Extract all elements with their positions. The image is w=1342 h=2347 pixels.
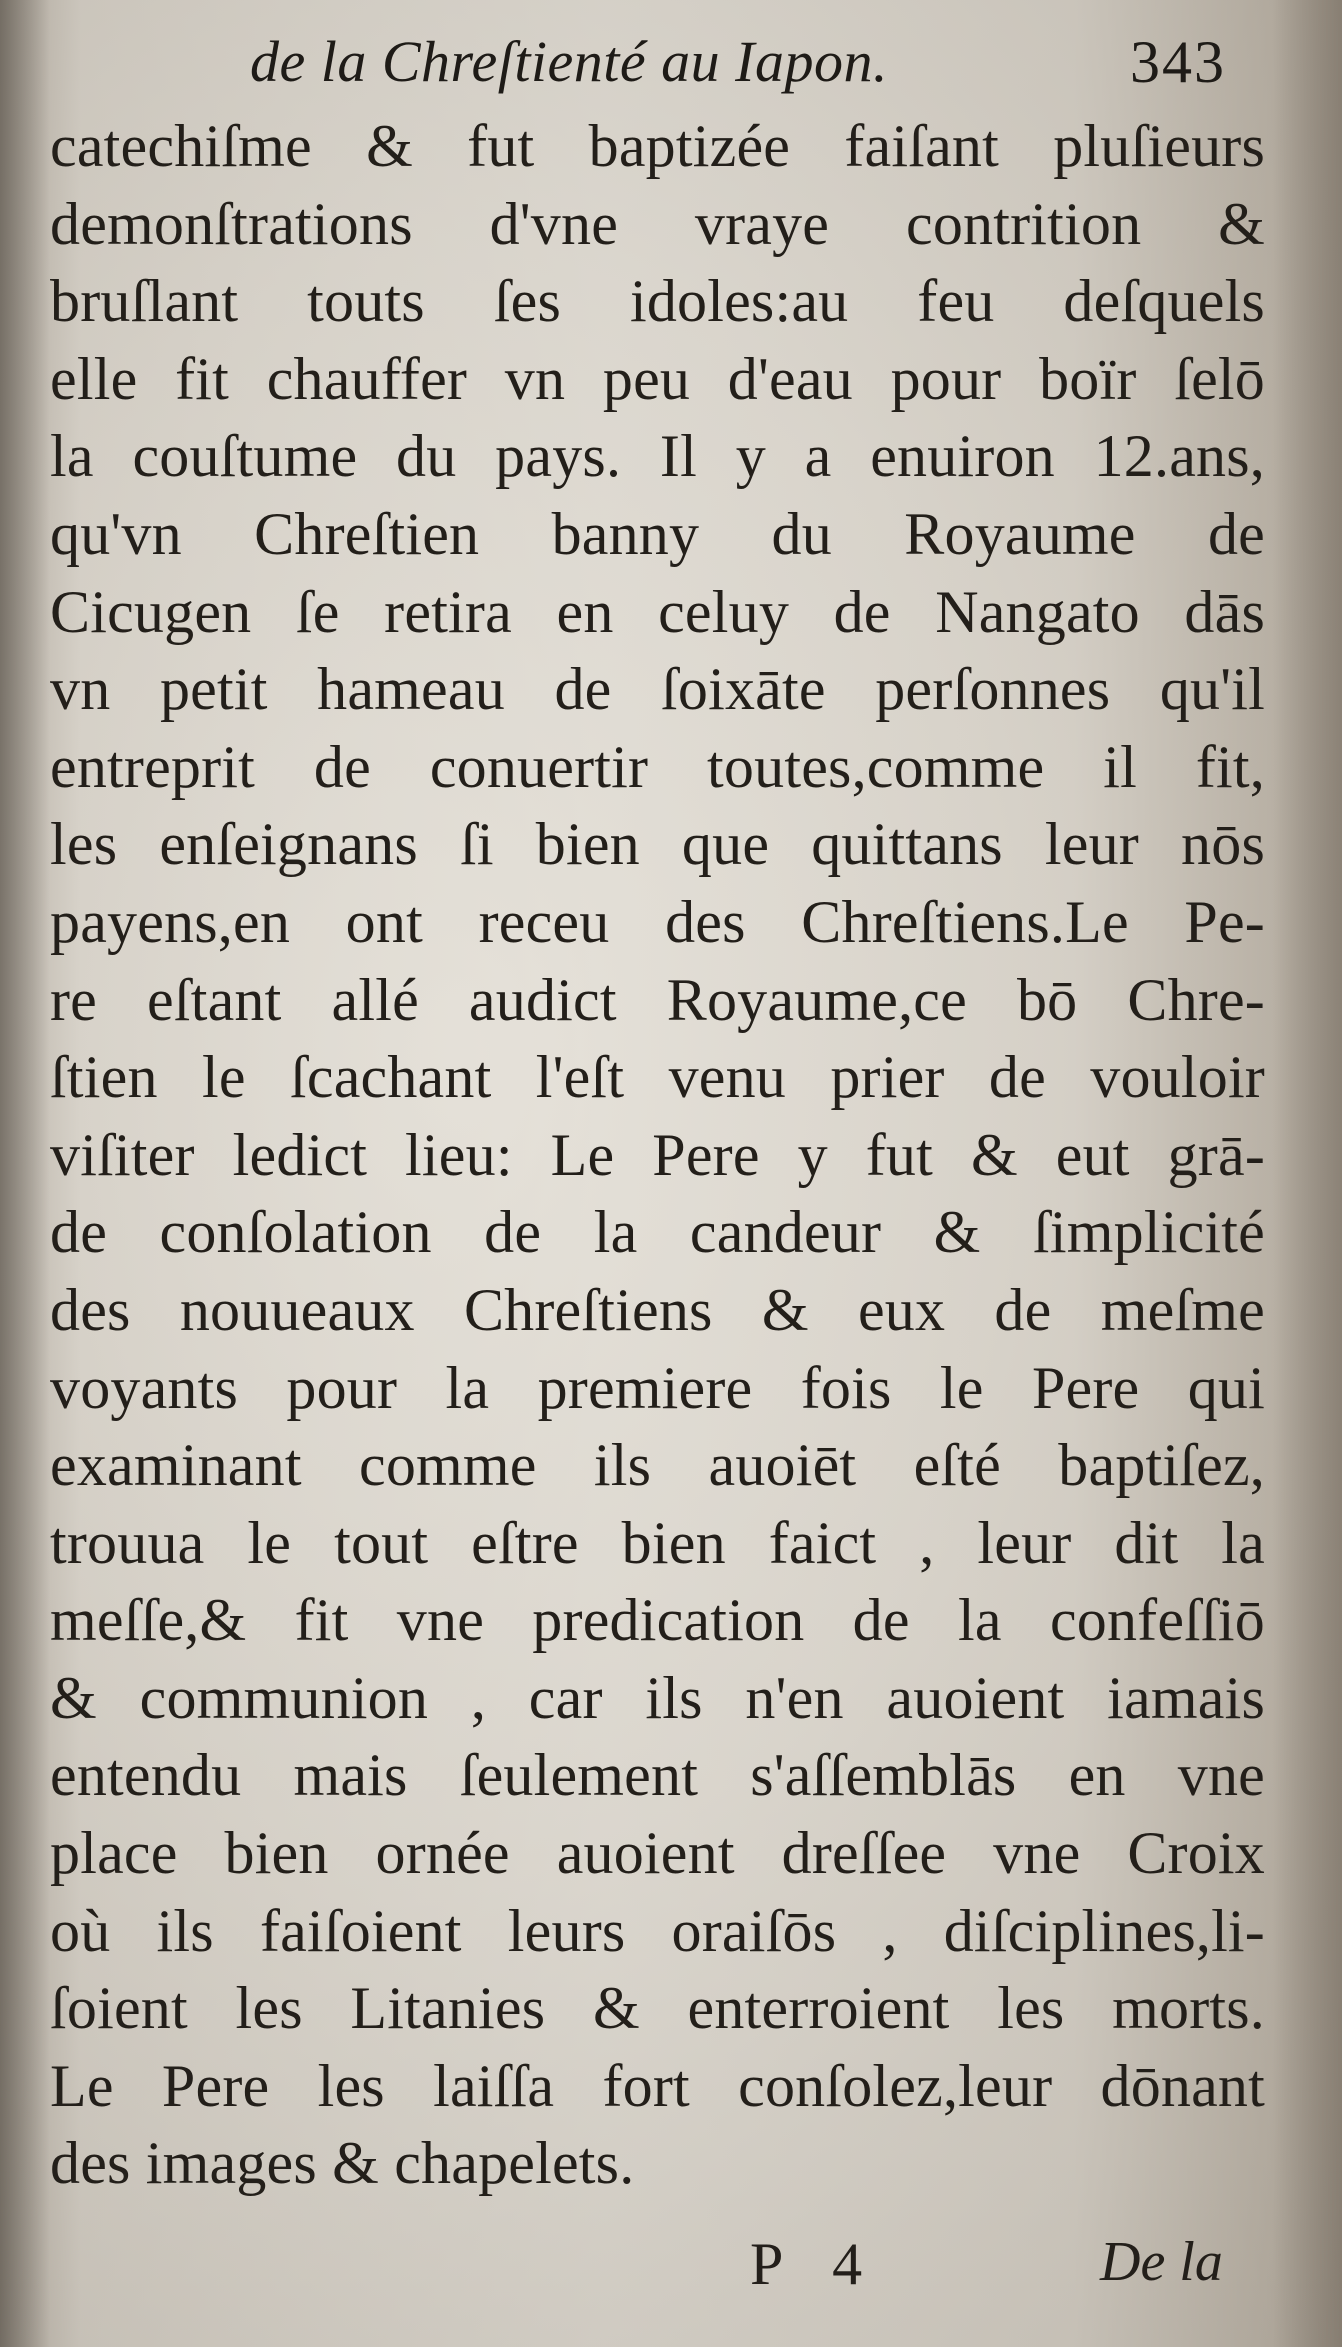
text-line: ſtien le ſcachant l'eſt venu prier de vouloir <box>50 1044 1265 1111</box>
binding-shadow <box>0 0 50 2347</box>
text-line: & communion , car ils n'en auoient iamais <box>50 1664 1265 1731</box>
text-line: où ils faiſoient leurs oraiſōs , diſciplines,li- <box>50 1897 1265 1964</box>
text-line: trouua le tout eſtre bien faict , leur dit la <box>50 1509 1265 1576</box>
signature-mark: P 4 <box>750 2231 881 2297</box>
text-line: viſiter ledict lieu: Le Pere y fut & eut grā- <box>50 1121 1265 1188</box>
text-line-last: des images & chapelets. <box>50 2130 635 2197</box>
page-header <box>50 28 1250 108</box>
text-line: la couſtume du pays. Il y a enuiron 12.ans, <box>50 423 1265 490</box>
text-line: place bien ornée auoient dreſſee vne Croix <box>50 1820 1265 1887</box>
text-line: demonſtrations d'vne vraye contrition & <box>50 190 1265 257</box>
text-line: entendu mais ſeulement s'aſſemblās en vne <box>50 1742 1265 1809</box>
text-line: ſoient les Litanies & enterroient les morts. <box>50 1975 1265 2042</box>
text-line: Cicugen ſe retira en celuy de Nangato dās <box>50 578 1265 645</box>
running-title: de la Chreſtienté au Iapon. <box>250 29 888 94</box>
text-line: des nouueaux Chreſtiens & eux de meſme <box>50 1276 1265 1343</box>
body-text <box>50 108 1265 2203</box>
text-line: entreprit de conuertir toutes,comme il fit, <box>50 733 1265 800</box>
text-line: les enſeignans ſi bien que quittans leur nōs <box>50 811 1265 878</box>
text-line: Le Pere les laiſſa fort conſolez,leur dōnant <box>50 2052 1265 2119</box>
text-line: meſſe,& fit vne predication de la confeſſiō <box>50 1587 1265 1654</box>
text-line: vn petit hameau de ſoixāte perſonnes qu'il <box>50 656 1265 723</box>
text-line: de conſolation de la candeur & ſimplicité <box>50 1199 1265 1266</box>
text-line: examinant comme ils auoiēt eſté baptiſez, <box>50 1432 1265 1499</box>
catchword: De la <box>1100 2231 1223 2293</box>
text-line: catechiſme & fut baptizée faiſant pluſieurs <box>50 113 1265 179</box>
text-line: bruſlant touts ſes idoles:au feu deſquels <box>50 268 1265 335</box>
text-line: re eſtant allé audict Royaume,ce bō Chre- <box>50 966 1265 1033</box>
text-line: elle fit chauffer vn peu d'eau pour boïr ſelō <box>50 345 1265 412</box>
text-line: voyants pour la premiere fois le Pere qui <box>50 1354 1265 1421</box>
text-line: qu'vn Chreſtien banny du Royaume de <box>50 500 1265 567</box>
text-line: payens,en ont receu des Chreſtiens.Le Pe- <box>50 888 1265 955</box>
page-edge-shadow <box>1272 0 1342 2347</box>
page-number: 343 <box>1130 29 1226 95</box>
page-footer <box>50 2230 1280 2320</box>
